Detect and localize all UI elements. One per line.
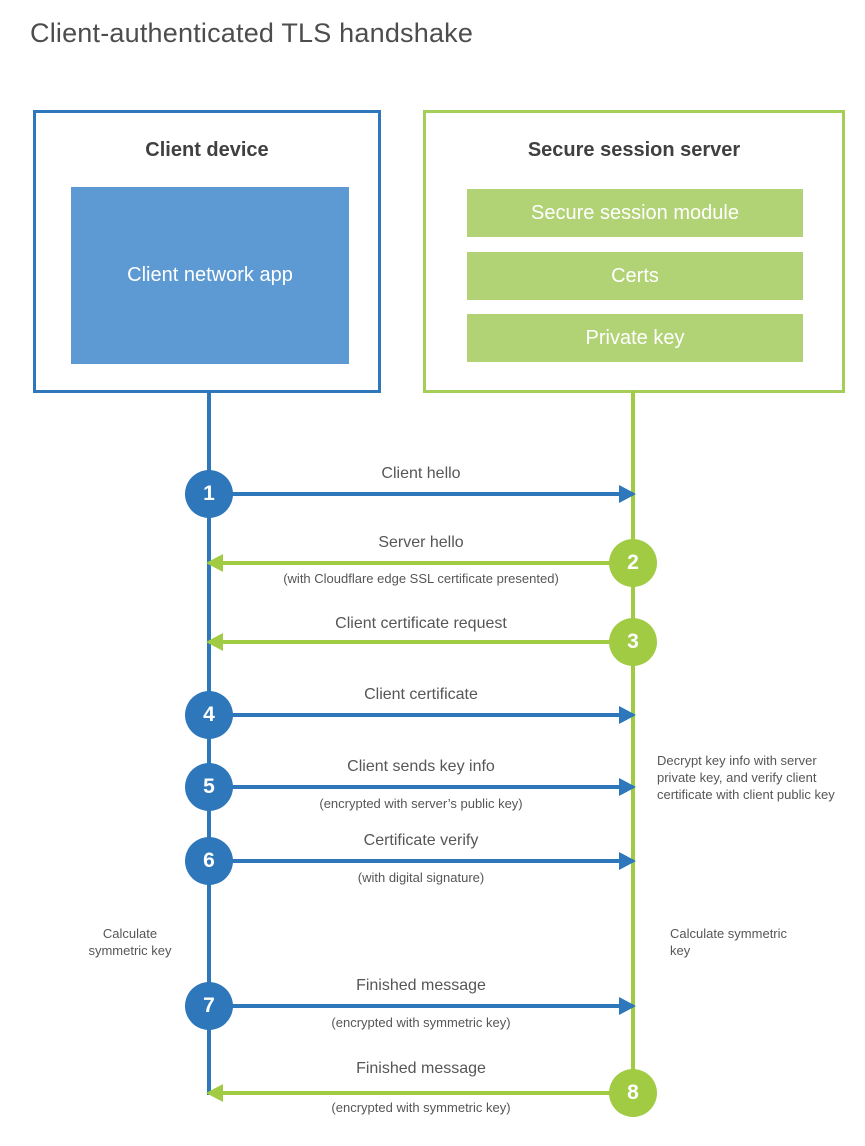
step-7-sublabel: (encrypted with symmetric key) [331, 1015, 511, 1030]
step-6-label: Certificate verify [363, 832, 479, 849]
step-1-label: Client hello [381, 465, 461, 482]
step-7-label: Finished message [356, 977, 486, 994]
arrow-right-icon [619, 485, 636, 503]
step-2-arrow [209, 561, 633, 565]
calculate-symmetric-key-note-left: Calculate symmetric key [88, 926, 172, 958]
step-6-circle: 6 [185, 837, 233, 885]
secure-session-server-title: Secure session server [527, 139, 741, 161]
step-5-arrow [209, 785, 633, 789]
step-7-arrow [209, 1004, 633, 1008]
server-private-key-bar [467, 314, 803, 362]
step-6-sublabel: (with digital signature) [357, 870, 485, 885]
arrow-right-icon [619, 706, 636, 724]
calculate-symmetric-key-note-right: Calculate symmetric key [670, 926, 788, 958]
step-5-circle: 5 [185, 763, 233, 811]
step-7-circle: 7 [185, 982, 233, 1030]
decrypt-note: Decrypt key info with server private key, and verify client certificate with client public key [657, 753, 835, 802]
step-8-arrow [209, 1091, 633, 1095]
step-5-label: Client sends key info [347, 758, 495, 775]
arrow-right-icon [619, 778, 636, 796]
client-device-box [33, 110, 381, 393]
arrow-left-icon [206, 554, 223, 572]
step-4-circle: 4 [185, 691, 233, 739]
server-certs-bar [467, 252, 803, 300]
step-6-arrow [209, 859, 633, 863]
step-1-arrow [209, 492, 633, 496]
client-device-title: Client device [145, 139, 269, 161]
step-2-circle: 2 [609, 539, 657, 587]
step-3-circle: 3 [609, 618, 657, 666]
client-network-app-box [71, 187, 349, 364]
step-8-sublabel: (encrypted with symmetric key) [331, 1100, 511, 1115]
server-certs-label: Certs [611, 264, 659, 287]
secure-session-server-box [423, 110, 845, 393]
step-2-label: Server hello [378, 534, 464, 551]
server-private-key-label: Private key [585, 326, 685, 349]
step-5-sublabel: (encrypted with server’s public key) [319, 796, 523, 811]
client-network-app-label: Client network app [127, 264, 293, 286]
step-2-sublabel: (with Cloudflare edge SSL certificate presented) [283, 571, 559, 586]
server-module-label: Secure session module [531, 201, 739, 224]
arrow-right-icon [619, 852, 636, 870]
page-title: Client-authenticated TLS handshake [30, 18, 474, 48]
step-3-arrow [209, 640, 633, 644]
server-module-bar [467, 189, 803, 237]
step-4-arrow [209, 713, 633, 717]
step-1-circle: 1 [185, 470, 233, 518]
step-3-label: Client certificate request [335, 615, 507, 632]
step-8-label: Finished message [356, 1060, 486, 1077]
arrow-right-icon [619, 997, 636, 1015]
step-4-label: Client certificate [364, 686, 478, 703]
arrow-left-icon [206, 633, 223, 651]
step-8-circle: 8 [609, 1069, 657, 1117]
